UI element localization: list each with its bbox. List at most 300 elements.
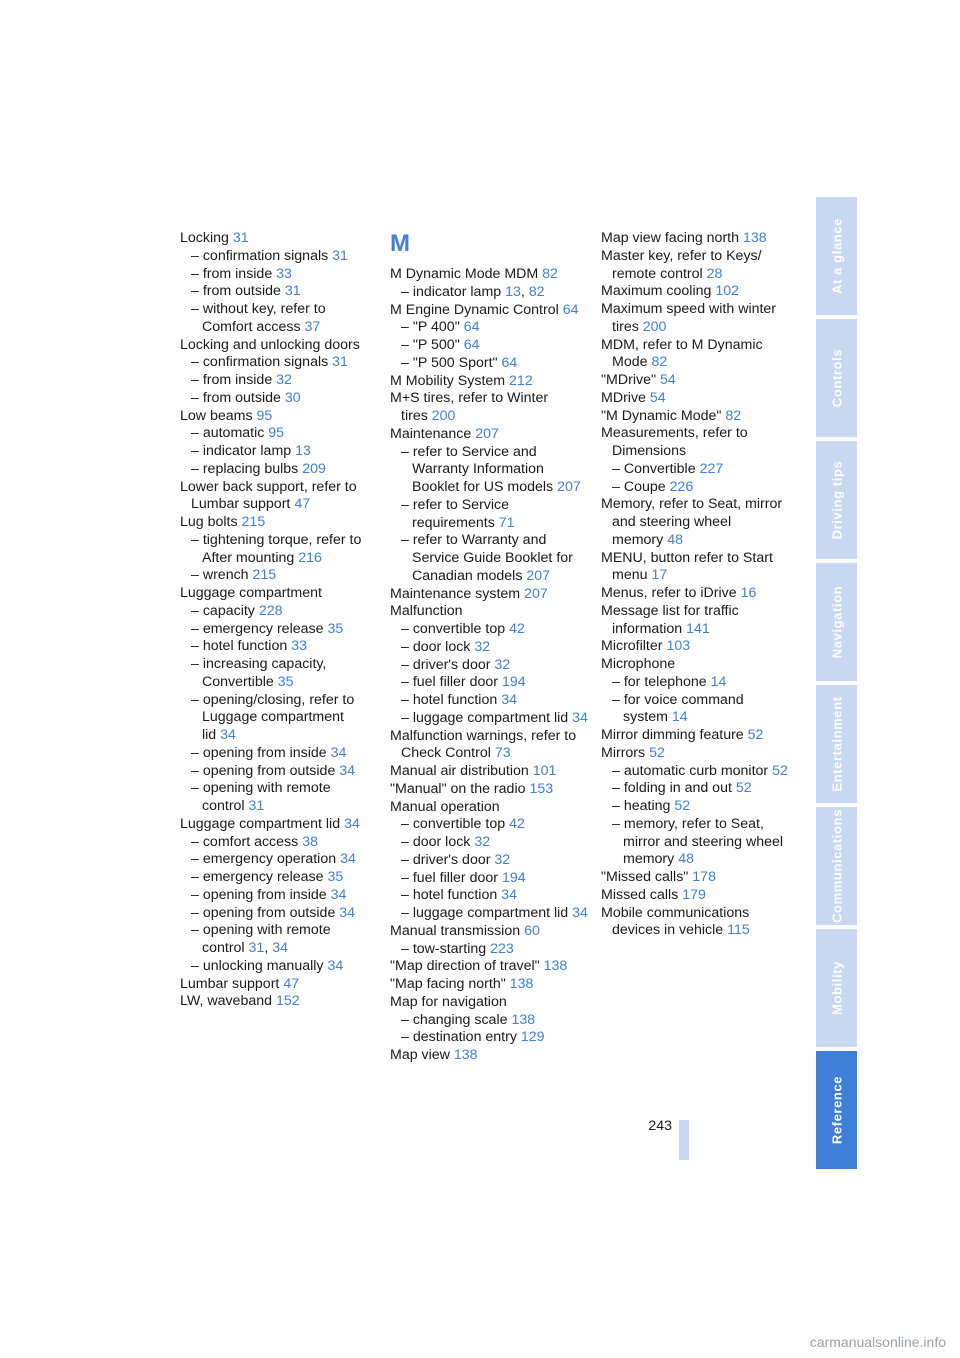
index-term: – fuel filler door bbox=[401, 869, 498, 886]
index-entry bbox=[180, 514, 375, 532]
index-term: – confirmation signals bbox=[191, 247, 329, 264]
index-entry bbox=[180, 479, 375, 515]
index-entry bbox=[180, 887, 375, 905]
index-entry bbox=[180, 656, 375, 692]
page-link[interactable]: 52 bbox=[649, 744, 665, 761]
page-link[interactable]: 34 bbox=[330, 744, 347, 761]
page-link[interactable]: 138 bbox=[543, 958, 568, 975]
index-term: – opening from inside bbox=[191, 744, 327, 761]
index-term: – Coupe bbox=[612, 478, 666, 495]
index-term: Maximum cooling bbox=[601, 283, 712, 300]
page-link[interactable]: 34 bbox=[220, 727, 236, 743]
index-entry bbox=[180, 443, 375, 461]
chapter-tab-label: Entertainment bbox=[829, 696, 844, 792]
page-link[interactable]: 71 bbox=[498, 514, 515, 531]
index-term: – from inside bbox=[191, 372, 273, 388]
section-letter: M bbox=[390, 230, 410, 257]
page-link[interactable]: 82 bbox=[725, 407, 742, 424]
page-link[interactable]: 207 bbox=[526, 567, 551, 584]
index-entry bbox=[601, 905, 799, 941]
page-link[interactable]: 14 bbox=[710, 673, 727, 690]
page-link[interactable]: 103 bbox=[666, 638, 691, 655]
page-link[interactable]: 33 bbox=[276, 265, 292, 282]
index-term: – hotel function bbox=[401, 692, 498, 708]
index-entry bbox=[180, 745, 375, 763]
page-link[interactable]: 52 bbox=[747, 727, 764, 743]
index-entry bbox=[601, 390, 799, 408]
index-entry bbox=[390, 532, 588, 585]
index-term: Lumbar support bbox=[180, 975, 280, 992]
page-link[interactable]: 47 bbox=[294, 496, 311, 513]
index-entry bbox=[390, 621, 588, 639]
index-term: Manual operation bbox=[390, 798, 500, 815]
index-term: – confirmation signals bbox=[191, 354, 329, 371]
index-entry bbox=[390, 781, 588, 799]
index-entry bbox=[180, 780, 375, 816]
index-entry bbox=[601, 372, 799, 390]
index-term: Maximum speed with winter tires bbox=[601, 301, 777, 335]
page-link[interactable]: 54 bbox=[649, 389, 666, 406]
page-link[interactable]: 28 bbox=[706, 265, 723, 282]
index-term: Map view bbox=[390, 1047, 450, 1063]
page-link[interactable]: 207 bbox=[557, 479, 581, 495]
index-term: – refer to Service and Warranty Information Booklet for US models bbox=[401, 443, 554, 495]
page-link[interactable]: 138 bbox=[511, 1011, 536, 1028]
index-entry bbox=[390, 586, 588, 604]
page-link[interactable]: 31 bbox=[248, 940, 265, 956]
index-term: Master key, refer to Keys/ remote control bbox=[601, 247, 762, 282]
index-term: Low beams bbox=[180, 407, 253, 424]
index-term: – indicator lamp bbox=[191, 443, 292, 459]
index-entry bbox=[390, 302, 588, 320]
page-link[interactable]: 34 bbox=[327, 957, 344, 974]
chapter-tab-entertainment[interactable] bbox=[816, 685, 857, 803]
index-entry bbox=[601, 283, 799, 301]
index-entry bbox=[390, 319, 588, 337]
page-link[interactable]: 223 bbox=[490, 940, 514, 957]
page-link[interactable]: 64 bbox=[562, 301, 579, 318]
index-entry bbox=[390, 1047, 588, 1065]
index-term: "Map direction of travel" bbox=[390, 958, 540, 975]
index-term: – driver's door bbox=[401, 851, 491, 868]
index-term: – convertible top bbox=[401, 816, 506, 833]
index-entry bbox=[601, 550, 799, 586]
index-entry bbox=[180, 976, 375, 994]
index-term: "Map facing north" bbox=[390, 976, 506, 992]
page-link[interactable]: 64 bbox=[463, 337, 480, 353]
index-term: – opening with remote control bbox=[191, 780, 331, 814]
index-term: – for voice command system bbox=[612, 691, 744, 726]
index-term: Maintenance bbox=[390, 425, 472, 442]
page-link[interactable]: 13 bbox=[295, 443, 311, 459]
page-link[interactable]: 48 bbox=[678, 851, 694, 868]
index-term: Map view facing north bbox=[601, 230, 740, 246]
index-entry bbox=[390, 426, 588, 444]
index-entry bbox=[180, 585, 375, 603]
index-entry bbox=[390, 870, 588, 888]
index-entry bbox=[180, 283, 375, 301]
index-term: – Convertible bbox=[612, 460, 696, 477]
index-term: Lower back support, refer to Lumbar support bbox=[180, 478, 357, 513]
index-entry bbox=[180, 461, 375, 479]
page-link[interactable]: 14 bbox=[671, 709, 688, 726]
page-link[interactable]: 200 bbox=[431, 408, 456, 424]
chapter-tab-reference[interactable] bbox=[816, 1051, 857, 1169]
index-term: – changing scale bbox=[401, 1011, 508, 1028]
index-entry bbox=[180, 408, 375, 426]
index-entry bbox=[390, 373, 588, 391]
page-link[interactable]: 34 bbox=[344, 815, 360, 832]
index-entry bbox=[180, 425, 375, 443]
page-link[interactable]: 34 bbox=[339, 904, 356, 921]
index-entry bbox=[180, 390, 375, 408]
index-entry bbox=[390, 799, 588, 817]
page-link[interactable]: 42 bbox=[509, 621, 525, 637]
page-link[interactable]: 13 bbox=[505, 283, 521, 300]
page-link[interactable]: 32 bbox=[494, 851, 511, 868]
index-term: – tightening torque, refer to After mounting bbox=[191, 531, 362, 566]
page-link[interactable]: 141 bbox=[686, 620, 710, 637]
page-link[interactable]: 42 bbox=[509, 816, 525, 833]
index-term: – destination entry bbox=[401, 1029, 517, 1046]
index-term: "MDrive" bbox=[601, 372, 656, 388]
index-column-1 bbox=[180, 230, 375, 1011]
page-link[interactable]: 33 bbox=[291, 638, 307, 655]
chapter-tab-label: Driving tips bbox=[829, 460, 844, 540]
page-link[interactable]: 228 bbox=[258, 602, 283, 619]
index-term: M Engine Dynamic Control bbox=[390, 301, 559, 318]
index-entry bbox=[601, 301, 799, 337]
chapter-tab-label: Navigation bbox=[829, 585, 844, 659]
index-term: Manual transmission bbox=[390, 922, 521, 939]
index-entry bbox=[601, 585, 799, 603]
index-entry bbox=[180, 266, 375, 284]
index-entry bbox=[180, 603, 375, 621]
index-entry bbox=[180, 372, 375, 390]
index-term: – heating bbox=[612, 798, 671, 814]
index-term: – luggage compartment lid bbox=[401, 709, 569, 726]
page-link[interactable]: 129 bbox=[520, 1029, 545, 1046]
index-term: – for telephone bbox=[612, 673, 707, 690]
watermark: carmanualsonline.info bbox=[809, 1334, 946, 1350]
page-link[interactable]: 64 bbox=[463, 319, 480, 336]
chapter-tab-label: Controls bbox=[829, 348, 844, 408]
index-entry bbox=[601, 816, 799, 869]
page-link[interactable]: 95 bbox=[268, 425, 285, 442]
index-term: MDrive bbox=[601, 389, 646, 406]
index-entry bbox=[601, 798, 799, 816]
index-term: – wrench bbox=[191, 567, 249, 584]
page-link[interactable]: 60 bbox=[524, 922, 540, 939]
chapter-tab-label: Communications bbox=[829, 809, 844, 923]
page-link[interactable]: 152 bbox=[275, 993, 300, 1010]
page-link[interactable]: 37 bbox=[304, 318, 321, 335]
page-link[interactable]: 209 bbox=[302, 460, 326, 477]
index-term: "M Dynamic Mode" bbox=[601, 407, 722, 424]
index-term: Microfilter bbox=[601, 638, 663, 655]
index-entry bbox=[180, 692, 375, 745]
chapter-tab-mobility[interactable] bbox=[816, 929, 857, 1047]
index-entry bbox=[180, 567, 375, 585]
index-term: – "P 500 Sport" bbox=[401, 354, 498, 371]
index-term: Measurements, refer to Dimensions bbox=[601, 425, 748, 459]
index-term: – opening with remote control bbox=[191, 922, 331, 956]
page-link[interactable]: 178 bbox=[692, 869, 716, 885]
page-link[interactable]: 215 bbox=[241, 514, 266, 530]
page-link[interactable]: 17 bbox=[651, 567, 668, 584]
index-entry bbox=[180, 834, 375, 852]
page-link[interactable]: 34 bbox=[330, 886, 347, 903]
index-entry bbox=[390, 852, 588, 870]
index-entry bbox=[180, 532, 375, 568]
index-entry bbox=[390, 1029, 588, 1047]
index-entry bbox=[601, 638, 799, 656]
index-entry bbox=[390, 497, 588, 533]
chapter-tab-label: Mobility bbox=[829, 961, 844, 1015]
chapter-tab-communications[interactable] bbox=[816, 807, 857, 925]
index-column-2 bbox=[390, 230, 588, 1065]
index-entry bbox=[601, 745, 799, 763]
page-link[interactable]: 35 bbox=[327, 869, 344, 885]
index-term: "Manual" on the radio bbox=[390, 780, 526, 797]
index-entry bbox=[180, 816, 375, 834]
index-entry bbox=[601, 425, 799, 461]
index-term: – capacity bbox=[191, 602, 255, 619]
index-entry bbox=[601, 763, 799, 781]
page-link[interactable]: 138 bbox=[453, 1047, 478, 1063]
index-entry bbox=[390, 994, 588, 1012]
page-link[interactable]: 82 bbox=[528, 283, 545, 300]
index-term: – driver's door bbox=[401, 656, 491, 673]
index-term: Menus, refer to iDrive bbox=[601, 585, 737, 601]
page-link[interactable]: 73 bbox=[494, 745, 511, 762]
index-term: – refer to Warranty and Service Guide Booklet for Canadian models bbox=[401, 532, 573, 584]
page-link[interactable]: 31 bbox=[232, 230, 249, 246]
index-entry bbox=[180, 354, 375, 372]
index-entry bbox=[390, 639, 588, 657]
index-term: – automatic curb monitor bbox=[612, 762, 769, 779]
page-link[interactable]: 101 bbox=[532, 763, 557, 779]
page-number: 243 bbox=[648, 1118, 672, 1134]
index-term: M Mobility System bbox=[390, 372, 506, 389]
index-term: – refer to Service requirements bbox=[401, 496, 510, 531]
page-link[interactable]: 30 bbox=[284, 389, 301, 406]
index-entry bbox=[390, 444, 588, 497]
page-link[interactable]: 153 bbox=[529, 780, 554, 797]
index-entry bbox=[601, 692, 799, 728]
page-link[interactable]: 138 bbox=[509, 976, 534, 992]
page-link[interactable]: 38 bbox=[302, 833, 318, 850]
page-link[interactable]: 31 bbox=[248, 798, 265, 814]
index-entry bbox=[601, 408, 799, 426]
chapter-tab-navigation[interactable] bbox=[816, 563, 857, 681]
index-entry bbox=[390, 816, 588, 834]
index-entry bbox=[180, 301, 375, 337]
index-term: – door lock bbox=[401, 834, 471, 850]
index-term: Mobile communications devices in vehicle bbox=[601, 904, 750, 939]
index-entry bbox=[601, 869, 799, 887]
index-term: Luggage compartment lid bbox=[180, 815, 341, 832]
page-link[interactable]: 216 bbox=[298, 549, 322, 566]
page-link[interactable]: 34 bbox=[339, 762, 356, 779]
index-term: Luggage compartment bbox=[180, 585, 322, 601]
index-term: – opening/closing, refer to Luggage compartment lid bbox=[191, 691, 355, 743]
index-term: Malfunction warnings, refer to Check Control bbox=[390, 727, 577, 762]
page-link[interactable]: 138 bbox=[742, 230, 767, 246]
index-term: – replacing bulbs bbox=[191, 460, 299, 477]
page-link[interactable]: 31 bbox=[284, 283, 301, 300]
index-entry bbox=[390, 657, 588, 675]
page-link[interactable]: 35 bbox=[327, 620, 344, 637]
index-term: Malfunction bbox=[390, 603, 463, 620]
page-link[interactable]: 95 bbox=[256, 407, 273, 424]
index-term: M Dynamic Mode MDM bbox=[390, 266, 539, 282]
index-term: – memory, refer to Seat, mirror and steering wheel memory bbox=[612, 815, 784, 868]
index-entry bbox=[180, 763, 375, 781]
index-term: – from outside bbox=[191, 283, 281, 300]
index-entry bbox=[180, 905, 375, 923]
chapter-tab-label: Reference bbox=[829, 1075, 844, 1145]
page-link[interactable]: 34 bbox=[340, 851, 356, 868]
page-link[interactable]: 32 bbox=[474, 638, 491, 655]
chapter-tab-driving-tips[interactable] bbox=[816, 441, 857, 559]
index-term: Message list for traffic information bbox=[601, 602, 739, 637]
index-entry: – indicator lamp 13, 82 bbox=[401, 283, 545, 300]
page-link[interactable]: 52 bbox=[772, 762, 788, 779]
page-link[interactable]: 32 bbox=[494, 656, 511, 673]
page-link[interactable]: 200 bbox=[642, 318, 667, 335]
index-term: – automatic bbox=[191, 425, 265, 442]
index-entry bbox=[601, 496, 799, 549]
index-entry bbox=[390, 603, 588, 621]
index-term: – emergency release bbox=[191, 620, 324, 637]
index-entry bbox=[180, 230, 375, 248]
page-link[interactable]: 48 bbox=[667, 531, 683, 548]
page-link[interactable]: 52 bbox=[735, 780, 752, 797]
index-term: Map for navigation bbox=[390, 993, 507, 1010]
index-entry bbox=[390, 390, 588, 426]
page-link[interactable]: 194 bbox=[501, 674, 526, 691]
index-term: – "P 500" bbox=[401, 337, 460, 353]
index-term: – "P 400" bbox=[401, 319, 460, 336]
page-link[interactable]: 34 bbox=[501, 692, 517, 708]
page-link[interactable]: 215 bbox=[252, 567, 277, 584]
chapter-tab-controls[interactable] bbox=[816, 319, 857, 437]
index-term: Lug bolts bbox=[180, 514, 238, 530]
index-term: – emergency operation bbox=[191, 851, 337, 868]
page-link[interactable]: 179 bbox=[682, 886, 706, 903]
page-link[interactable]: 31 bbox=[332, 354, 348, 371]
index-term: – opening from inside bbox=[191, 886, 327, 903]
index-term: Memory, refer to Seat, mirror and steering wheel memory bbox=[601, 496, 783, 548]
index-entry bbox=[601, 461, 799, 479]
index-entry bbox=[390, 728, 588, 764]
page-link[interactable]: 64 bbox=[501, 354, 518, 371]
index-entry bbox=[390, 337, 588, 355]
index-entry bbox=[601, 248, 799, 284]
index-term: – from outside bbox=[191, 389, 281, 406]
index-term: Mirrors bbox=[601, 744, 646, 761]
page-link[interactable]: 34 bbox=[272, 940, 288, 956]
page-link[interactable]: 115 bbox=[727, 922, 750, 939]
page-link[interactable]: 16 bbox=[740, 585, 757, 601]
index-entry bbox=[601, 337, 799, 373]
page-link[interactable]: 34 bbox=[572, 905, 588, 921]
page-link[interactable]: 194 bbox=[501, 869, 526, 886]
index-entry bbox=[180, 869, 375, 887]
page-number-bar bbox=[679, 1120, 689, 1160]
index-term: Missed calls bbox=[601, 886, 679, 903]
page-link[interactable]: 226 bbox=[669, 478, 694, 495]
index-entry bbox=[390, 887, 588, 905]
index-term: – hotel function bbox=[401, 887, 498, 904]
index-entry bbox=[180, 993, 375, 1011]
page-link[interactable]: 227 bbox=[699, 460, 724, 477]
page-link[interactable]: 207 bbox=[475, 425, 499, 442]
index-term: Mirror dimming feature bbox=[601, 727, 744, 743]
index-entry: – opening with remote control 31, 34 bbox=[191, 922, 331, 956]
index-entry bbox=[390, 355, 588, 373]
index-term: – unlocking manually bbox=[191, 957, 324, 974]
index-term: Microphone bbox=[601, 656, 676, 672]
index-term: – opening from outside bbox=[191, 904, 336, 921]
index-entry bbox=[390, 834, 588, 852]
index-entry bbox=[180, 337, 375, 355]
index-term: "Missed calls" bbox=[601, 869, 689, 885]
index-term: – indicator lamp bbox=[401, 283, 502, 300]
page-link[interactable]: 34 bbox=[501, 887, 517, 904]
page-link[interactable]: 34 bbox=[572, 709, 588, 726]
index-entry bbox=[180, 638, 375, 656]
page-link[interactable]: 54 bbox=[659, 372, 676, 388]
page-link[interactable]: 207 bbox=[524, 585, 548, 602]
page-link[interactable]: 82 bbox=[651, 354, 668, 371]
index-entry bbox=[601, 887, 799, 905]
index-term: Manual air distribution bbox=[390, 763, 529, 779]
index-term: – emergency release bbox=[191, 869, 324, 885]
page-link[interactable]: 47 bbox=[283, 975, 300, 992]
page-link[interactable]: 82 bbox=[542, 266, 558, 282]
index-entry bbox=[390, 266, 588, 284]
index-entry bbox=[601, 230, 799, 248]
index-term: – door lock bbox=[401, 638, 471, 655]
index-entry bbox=[180, 851, 375, 869]
index-entry bbox=[390, 923, 588, 941]
index-entry bbox=[601, 780, 799, 798]
page-link[interactable]: 212 bbox=[509, 372, 533, 389]
index-entry bbox=[390, 1012, 588, 1030]
page-link[interactable]: 102 bbox=[715, 283, 740, 300]
index-term: – comfort access bbox=[191, 833, 299, 850]
page-link[interactable]: 32 bbox=[276, 372, 292, 388]
index-entry bbox=[601, 727, 799, 745]
page-link[interactable]: 31 bbox=[332, 247, 348, 264]
index-entry bbox=[390, 976, 588, 994]
chapter-tabs bbox=[816, 197, 857, 1173]
index-entry bbox=[180, 248, 375, 266]
index-entry bbox=[390, 941, 588, 959]
chapter-tab-at-a-glance[interactable] bbox=[816, 197, 857, 315]
page-link[interactable]: 32 bbox=[474, 834, 491, 850]
index-entry bbox=[601, 656, 799, 674]
index-entry bbox=[390, 674, 588, 692]
page-link[interactable]: 35 bbox=[277, 673, 294, 690]
index-term: – hotel function bbox=[191, 638, 288, 655]
index-term: – tow-starting bbox=[401, 940, 487, 957]
index-term: LW, waveband bbox=[180, 993, 273, 1010]
index-entry bbox=[390, 692, 588, 710]
page-link[interactable]: 52 bbox=[674, 798, 691, 814]
